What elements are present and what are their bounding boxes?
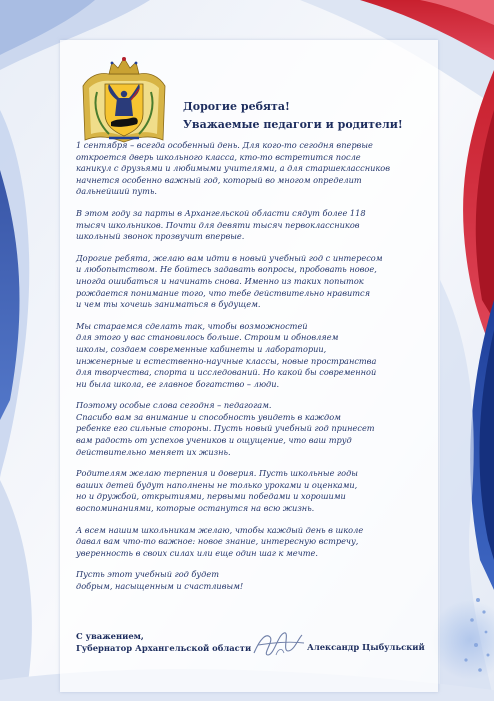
text-line: и любопытством. Не бойтесь задавать вопросы, пробовать новое,	[76, 264, 377, 275]
text-line: воспоминаниями, которые останутся на всю жизнь.	[76, 503, 315, 514]
text-line: иногда ошибаться и начинать снова. Именно из таких попыток	[76, 275, 364, 286]
text-line: Мы стараемся сделать так, чтобы возможностей	[76, 320, 308, 331]
text-line: Спасибо вам за внимание и способность увидеть в каждом	[76, 411, 341, 422]
text-line: для этого у вас становилось больше. Строим и обновляем	[76, 332, 339, 343]
text-line: добрым, насыщенным и счастливым!	[76, 581, 244, 591]
signature-block	[76, 630, 251, 654]
greeting-line-teachers-parents: Уважаемые педагоги и родители!	[183, 118, 403, 131]
text-line: каникул с друзьями и любимыми учителями, а для старшеклассников	[76, 163, 390, 174]
paragraph	[76, 468, 432, 514]
text-line: давал вам что-то важное: новое знание, интересную встречу,	[76, 536, 359, 547]
text-line: начнется особенно важный год, который во многом определит	[76, 174, 362, 185]
closing-phrase: С уважением,	[76, 631, 144, 641]
text-line: школьный звонок прозвучит впервые.	[76, 231, 245, 242]
text-line: Дорогие ребята, желаю вам идти в новый учебный год с интересом	[76, 252, 383, 263]
text-line: ни была школа, ее главное богатство – люди.	[76, 378, 280, 389]
text-line: А всем нашим школьникам желаю, чтобы каждый день в школе	[76, 524, 364, 535]
text-line: вам радость от успехов учеников и ощущение, что ваш труд	[76, 435, 352, 446]
text-line: откроется дверь школьного класса, кто-то встретится после	[76, 151, 361, 162]
signer-title: Губернатор Архангельской области	[76, 643, 252, 653]
paragraph	[76, 140, 432, 198]
text-line: уверенность в своих силах или еще один шаг к мечте.	[76, 547, 318, 558]
text-line: действительно меняет их жизнь.	[76, 446, 231, 457]
text-line: ваших детей будут наполнены не только уроками и оценками,	[76, 479, 358, 490]
greeting-line-children: Дорогие ребята!	[183, 100, 290, 113]
text-line: школы, создаем современные кабинеты и лаборатории,	[76, 343, 327, 354]
text-line: тысяч школьников. Почти для девяти тысяч первоклассников	[76, 219, 360, 230]
text-line: дальнейший путь.	[76, 186, 158, 197]
paragraph	[76, 253, 432, 311]
text-line: но и дружбой, открытиями, первыми победами и хорошими	[76, 491, 346, 502]
greeting-heading	[183, 98, 433, 134]
text-line: Родителям желаю терпения и доверия. Пусть школьные годы	[76, 468, 358, 479]
text-line: инженерные и естественно-научные классы, новые пространства	[76, 355, 377, 366]
archangelsk-coat-of-arms-icon	[79, 56, 169, 144]
paragraph	[76, 400, 432, 458]
text-line: ребенке его сильные стороны. Пусть новый учебный год принесет	[76, 423, 375, 434]
handwritten-signature-icon	[248, 625, 308, 661]
signer-name: Александр Цыбульский	[307, 642, 425, 652]
letter-body	[76, 140, 432, 603]
text-line: 1 сентября – всегда особенный день. Для кого-то сегодня впервые	[76, 140, 373, 150]
text-line: Пусть этот учебный год будет	[76, 569, 219, 580]
text-line: Поэтому особые слова сегодня – педагогам.	[76, 400, 272, 411]
paragraph	[76, 525, 432, 560]
text-line: для творчества, спорта и исследований. Но какой бы современной	[76, 367, 377, 378]
text-line: В этом году за парты в Архангельской области сядут более 118	[76, 207, 366, 218]
paragraph	[76, 321, 432, 391]
paragraph	[76, 208, 432, 243]
text-line: и чем ты хочешь заниматься в будущем.	[76, 299, 261, 310]
paragraph	[76, 569, 432, 592]
text-line: рождается понимание того, что тебе действительно нравится	[76, 287, 371, 298]
